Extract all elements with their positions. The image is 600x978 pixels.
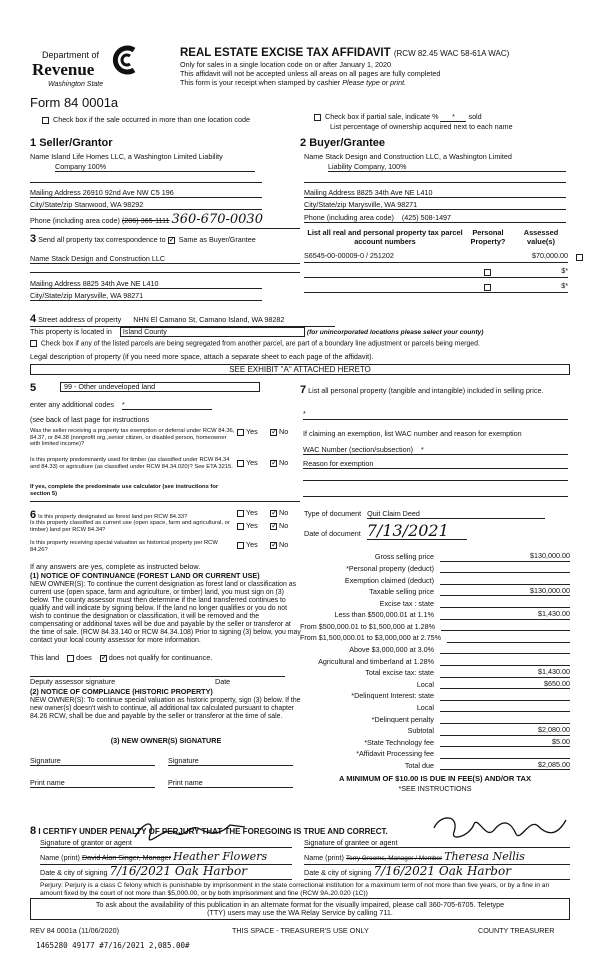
- seller-city-label: City/State/zip: [30, 200, 73, 209]
- same-as-buyer-checkbox[interactable]: [168, 237, 175, 244]
- receipt-stamp: 1465280 49177 #7/16/2021 2,085.00#: [36, 941, 190, 950]
- buyer-name[interactable]: Stack Design and Construction LLC, a Washington Limited: [325, 152, 512, 161]
- calc-row-value[interactable]: $650.00: [440, 680, 570, 689]
- buyer-addr-label: Mailing Address: [304, 188, 355, 197]
- calc-row: [300, 550, 570, 562]
- parcel-row-3[interactable]: [304, 282, 568, 293]
- does-not-label: does not qualify for continuance.: [108, 653, 213, 662]
- personal-property-heading: Personal Property?: [470, 228, 506, 246]
- parcel-heading: List all real and personal property tax parcel account numbers: [307, 228, 463, 246]
- personal-property-input[interactable]: *: [303, 410, 568, 420]
- grantor-name-field[interactable]: [40, 851, 292, 865]
- seller-phone-struck: (206) 365-1111: [121, 216, 170, 225]
- calc-row-label: *Delinquent penalty: [371, 714, 434, 724]
- deputy-label: Deputy assessor signature: [30, 677, 116, 686]
- notice-2-body: NEW OWNER(S): To continue special valuation as historic property, sign (3) below. If the new owner(s) doesn't wish to continue, all additional tax calculated pursuant to chapter 84.26 RCW, shall be due and payable by the seller or transferor at the time of sale.: [30, 697, 301, 720]
- land-use-code-select[interactable]: 99 - Other undeveloped land: [60, 382, 260, 392]
- section-3-city[interactable]: Marysville, WA 98271: [74, 291, 144, 300]
- form-number: Form 84 0001a: [30, 95, 119, 110]
- calc-row-value[interactable]: $1,430.00: [440, 668, 570, 677]
- title-sub: (RCW 82.45 WAC 58-61A WAC): [393, 49, 510, 58]
- forest-no-label: No: [279, 508, 289, 517]
- does-checkbox[interactable]: [67, 655, 74, 662]
- continuance-row: [30, 654, 212, 662]
- section-3-row: [30, 233, 256, 246]
- grantee-name-struck: Terry Grooms, Manager / Member: [345, 855, 443, 862]
- calc-row-label: Taxable selling price: [369, 587, 434, 597]
- current-use-no[interactable]: [270, 522, 288, 530]
- calc-row-value[interactable]: $2,080.00: [440, 726, 570, 735]
- calc-row-value[interactable]: [440, 711, 570, 712]
- historic-yes-label: Yes: [246, 540, 258, 549]
- accessibility-line-1: To ask about the availability of this publication in an alternate format for the visually impaired, please call 360-705-6705. Teletype: [95, 900, 505, 909]
- does-label: does: [76, 653, 92, 662]
- multi-location-checkbox-row[interactable]: [42, 116, 250, 124]
- current-use-yes[interactable]: [237, 522, 258, 530]
- title-main: REAL ESTATE EXCISE TAX AFFIDAVIT: [180, 47, 391, 59]
- calc-row-label: *Delinquent Interest: state: [351, 691, 434, 701]
- new-owner-print-2[interactable]: [168, 779, 293, 788]
- calc-row-label: Subtotal: [407, 726, 434, 736]
- calc-row: [300, 620, 570, 632]
- seller-city-field[interactable]: [30, 201, 262, 210]
- county-note: (for unincorporated locations please select your county): [306, 329, 484, 336]
- dor-logo: [30, 46, 170, 96]
- segregated-checkbox[interactable]: [30, 340, 37, 347]
- calc-row-label: Local: [416, 679, 434, 689]
- personal-property-checkbox-1[interactable]: [576, 254, 583, 261]
- header-note-2: This affidavit will not be accepted unless all areas on all pages are fully completed: [180, 69, 441, 78]
- assessed-value-2[interactable]: $*: [561, 266, 568, 275]
- section-3-blank-line: [30, 272, 300, 273]
- section-6-number: 6: [30, 509, 37, 521]
- calc-row: [300, 747, 570, 759]
- does-not-checkbox[interactable]: [100, 655, 107, 662]
- current-use-yes-label: Yes: [246, 521, 258, 530]
- new-owner-print-2-label: Print name: [168, 778, 203, 787]
- forest-no-checkbox[interactable]: [270, 510, 277, 517]
- if-yes-note: If any answers are yes, complete as instructed below.: [30, 562, 201, 571]
- wac-value[interactable]: *: [420, 445, 424, 454]
- grantee-name-field[interactable]: [304, 851, 570, 865]
- section-1-heading: 1 Seller/Grantor: [30, 137, 113, 149]
- reason-field[interactable]: [303, 460, 568, 469]
- doc-date-row: [304, 523, 467, 540]
- calc-row-label: Gross selling price: [374, 552, 434, 562]
- calc-rows: [300, 550, 570, 770]
- calc-row: [300, 562, 570, 574]
- additional-codes-row: [30, 401, 212, 410]
- calc-row: [300, 678, 570, 690]
- calc-row: [300, 701, 570, 713]
- partial-sale-checkbox[interactable]: [314, 114, 321, 121]
- section-3-city-label: City/State/zip: [30, 291, 73, 300]
- calc-row-value[interactable]: $130,000.00: [440, 552, 570, 561]
- section-3-addr[interactable]: 8825 34th Ave NE L410: [82, 279, 159, 288]
- wa-state: Washington State: [48, 81, 104, 88]
- calc-row-label: Agricultural and timberland at 1.28%: [318, 656, 434, 666]
- timber-yes-checkbox[interactable]: [237, 460, 244, 467]
- partial-sale-row[interactable]: [314, 113, 482, 122]
- forest-yes-label: Yes: [246, 508, 258, 517]
- buyer-heading: Buyer/Grantee: [309, 137, 385, 149]
- personal-property-checkbox-3[interactable]: [484, 284, 491, 291]
- calc-row: [300, 643, 570, 655]
- grantee-signature-label: Signature of grantee or agent: [304, 838, 398, 847]
- calc-row-value[interactable]: [440, 700, 570, 701]
- grantor-signature-label: Signature of grantor or agent: [40, 838, 132, 847]
- current-use-no-label: No: [279, 521, 289, 530]
- grantee-date-label: Date & city of signing: [304, 868, 372, 877]
- header-note-3-italic: Please type or print.: [342, 78, 407, 87]
- calc-row-label: Exemption claimed (deduct): [344, 575, 434, 585]
- see-instructions: *SEE INSTRUCTIONS: [398, 784, 472, 793]
- buyer-addr[interactable]: 8825 34th Ave NE L410: [356, 188, 433, 197]
- timber-no-checkbox[interactable]: [270, 460, 277, 467]
- buyer-city-label: City/State/zip: [304, 200, 347, 209]
- calc-row-value[interactable]: [440, 665, 570, 666]
- multi-location-label: Check box if the sale occurred in more than one location code: [53, 115, 250, 124]
- calc-row: [300, 654, 570, 666]
- new-owner-print-1[interactable]: [30, 779, 155, 788]
- section-3-number: 3: [30, 233, 37, 245]
- county-select[interactable]: Island County: [120, 327, 305, 337]
- calc-row-value[interactable]: [441, 630, 570, 631]
- grantor-date[interactable]: 7/16/2021 Oak Harbor: [109, 864, 247, 878]
- grantor-name[interactable]: Heather Flowers: [173, 850, 268, 863]
- historic-yes[interactable]: [237, 541, 258, 549]
- see-back-note: (see back of last page for instructions: [30, 415, 150, 424]
- calc-row-label: From $500,000.01 to $1,500,000 at 1.28%: [300, 621, 436, 631]
- calc-row-label: Total due: [404, 761, 434, 770]
- parcel-row-1[interactable]: [304, 252, 568, 263]
- perjury-notice: Perjury: Perjury is a class C felony which is punishable by imprisonment in the state correctional institution for a maximum term of not more than five years, or by a fine in an amount fixed by the court of not more than $5,000.00, or by both imprisonment and fine (RCW 9A.20.020 (1C)): [40, 882, 550, 897]
- grantor-signature-field[interactable]: [40, 839, 292, 848]
- form-title: [180, 47, 509, 60]
- forest-question: Is this property designated as forest land per RCW 84.33?: [38, 514, 188, 520]
- seller-blank-line: [30, 182, 262, 183]
- exemption-no-checkbox[interactable]: [270, 429, 277, 436]
- forest-no[interactable]: [270, 509, 288, 517]
- calc-row-value[interactable]: [440, 758, 570, 759]
- timber-no[interactable]: [270, 459, 288, 467]
- calc-row-label: Total excise tax: state: [365, 668, 434, 678]
- historic-yes-checkbox[interactable]: [237, 542, 244, 549]
- seller-addr-label: Mailing Address: [30, 188, 81, 197]
- assessed-heading: Assessed value(s): [523, 228, 559, 246]
- section-5-number: 5: [30, 382, 37, 394]
- notice-3-title: (3) NEW OWNER(S) SIGNATURE: [110, 736, 222, 745]
- buyer-name-line2[interactable]: Liability Company, 100%: [328, 163, 566, 172]
- calc-row: [300, 666, 570, 678]
- grantee-name-label: Name (print): [304, 853, 344, 862]
- buyer-blank-line: [304, 182, 566, 183]
- minimum-notice: A MINIMUM OF $10.00 IS DUE IN FEE(S) AND/OR TAX: [338, 774, 532, 783]
- seller-addr[interactable]: 26910 92nd Ave NW C5 196: [82, 188, 174, 197]
- new-owner-signature-2[interactable]: [168, 757, 293, 766]
- seller-phone-label: Phone (including area code): [30, 216, 120, 225]
- timber-question: Is this property predominantly used for timber (as classified under RCW 84.34 and 84.33) or agriculture (as classified under RCW 84.34.020)? See ETA 3215.: [30, 457, 233, 470]
- reason-line-3[interactable]: [303, 496, 568, 497]
- grantee-date[interactable]: 7/16/2021 Oak Harbor: [373, 864, 511, 878]
- forest-yes-checkbox[interactable]: [237, 510, 244, 517]
- historic-question: Is this property receiving special valuation as historical property per RCW 84.26?: [30, 540, 218, 553]
- section-3-name[interactable]: Stack Design and Construction LLC: [51, 254, 166, 263]
- calc-row: [300, 596, 570, 608]
- partial-percent[interactable]: *: [440, 113, 466, 122]
- additional-codes-input[interactable]: *: [122, 401, 212, 410]
- forest-yes[interactable]: [237, 509, 258, 517]
- calc-row: [300, 608, 570, 620]
- header-note-1: Only for sales in a single location code on or after January 1, 2020: [180, 60, 391, 69]
- assessed-value-1[interactable]: $70,000.00: [532, 251, 568, 260]
- section-8-number: 8: [30, 825, 37, 837]
- partial-sale-label: Check box if partial sale, indicate %: [325, 112, 439, 121]
- treasurer-space: THIS SPACE - TREASURER'S USE ONLY: [232, 926, 369, 935]
- new-owner-signature-2-label: Signature: [168, 756, 199, 765]
- new-owner-signature-1[interactable]: [30, 757, 155, 766]
- located-row: [30, 327, 484, 337]
- street-address[interactable]: NHN El Camano St, Camano Island, WA 98282: [133, 315, 285, 324]
- section-3-address-field[interactable]: [30, 280, 262, 289]
- calc-row: [300, 712, 570, 724]
- same-as-buyer-label: Same as Buyer/Grantee: [178, 235, 256, 244]
- historic-no[interactable]: [270, 541, 288, 549]
- section-7-number: 7: [300, 384, 307, 396]
- legal-description[interactable]: SEE EXHIBIT "A" ATTACHED HERETO: [30, 364, 570, 375]
- section-2-heading: 2 Buyer/Grantee: [300, 137, 385, 149]
- revenue-wordmark: Revenue: [32, 60, 95, 79]
- timber-note: If yes, complete the predominate use calculator (see instructions for section 5): [30, 484, 219, 497]
- notice-2-title: (2) NOTICE OF COMPLIANCE (HISTORIC PROPERTY): [30, 687, 213, 696]
- buyer-city[interactable]: Marysville, WA 98271: [348, 200, 418, 209]
- exemption-yes-checkbox[interactable]: [237, 429, 244, 436]
- accessibility-line-2: (TTY) users may use the WA Relay Service by calling 711.: [207, 908, 393, 918]
- certify-text: I CERTIFY UNDER PENALTY OF PERJURY THAT THE FOREGOING IS TRUE AND CORRECT.: [38, 827, 388, 836]
- calc-row-value[interactable]: $1,430.00: [440, 610, 570, 619]
- calc-row-value[interactable]: $130,000.00: [440, 587, 570, 596]
- seller-name-field[interactable]: [30, 153, 262, 161]
- seller-address-field[interactable]: [30, 189, 262, 198]
- timber-no-label: No: [279, 458, 289, 467]
- historic-no-label: No: [279, 540, 289, 549]
- street-address-field[interactable]: [30, 313, 335, 327]
- seller-phone[interactable]: 360-670-0030: [171, 212, 263, 227]
- buyer-phone-label: Phone (including area code): [304, 213, 394, 222]
- segregated-row[interactable]: [30, 340, 570, 348]
- seller-name-line2[interactable]: Company 100%: [55, 163, 255, 172]
- legal-label: Legal description of property (if you need more space, attach a separate sheet to each page of the affidavit).: [30, 352, 374, 361]
- grantor-name-label: Name (print): [40, 853, 80, 862]
- deputy-date-label: Date: [215, 677, 231, 686]
- section-5-divider: [30, 501, 300, 502]
- current-use-question: Is this property classified as current use (open space, farm and agricultural, or timber) land per RCW 84.34?: [30, 520, 230, 533]
- grantor-date-label: Date & city of signing: [40, 868, 108, 877]
- located-label: This property is located in: [30, 327, 112, 336]
- current-use-yes-checkbox[interactable]: [237, 523, 244, 530]
- exemption-wac-label: If claiming an exemption, list WAC number and reason for exemption: [303, 429, 522, 438]
- section-7-label: [300, 384, 568, 397]
- exemption-yes-label: Yes: [246, 427, 258, 436]
- historic-no-checkbox[interactable]: [270, 542, 277, 549]
- doc-type-row: [304, 510, 545, 519]
- additional-codes-label: enter any additional codes: [30, 400, 114, 409]
- timber-yes-label: Yes: [246, 458, 258, 467]
- buyer-address-field[interactable]: [304, 189, 566, 198]
- wac-label: WAC Number (section/subsection): [303, 445, 413, 454]
- calc-row: [300, 689, 570, 701]
- calc-row: [300, 631, 570, 643]
- section-4-number: 4: [30, 313, 37, 325]
- calc-row: [300, 573, 570, 585]
- calc-row-label: Less than $500,000.01 at 1.1%: [334, 610, 434, 620]
- buyer-name-field[interactable]: [304, 153, 566, 161]
- rev-number: REV 84 0001a (11/06/2020): [30, 926, 119, 935]
- section-3-label: Send all property tax correspondence to: [38, 235, 166, 244]
- calc-row-value[interactable]: $5.00: [440, 738, 570, 747]
- grantee-name[interactable]: Theresa Nellis: [444, 850, 525, 863]
- section-3-city-field[interactable]: [30, 292, 262, 301]
- grantor-date-field[interactable]: [40, 865, 292, 880]
- this-land-label: This land: [30, 653, 60, 662]
- notice-1-title: (1) NOTICE OF CONTINUANCE (FOREST LAND OR CURRENT USE): [30, 571, 260, 580]
- section-3-name-label: Name: [30, 254, 50, 263]
- exemption-no-label: No: [279, 427, 289, 436]
- reason-line-2[interactable]: [303, 480, 568, 481]
- timber-yes[interactable]: [237, 459, 258, 467]
- deputy-signature-line[interactable]: [30, 668, 285, 677]
- parcel-number[interactable]: S6545-00-00009-0 / 251202: [304, 251, 394, 260]
- calc-row: [300, 759, 570, 771]
- partial-note: List percentage of ownership acquired next to each name: [330, 122, 513, 131]
- calc-row-value[interactable]: [440, 572, 570, 573]
- calc-row-label: Above $3,000,000 at 3.0%: [349, 645, 434, 655]
- calc-row-label: *Affidavit Processing fee: [356, 749, 434, 759]
- exemption-no[interactable]: [270, 428, 288, 436]
- section-3-name-field[interactable]: [30, 255, 300, 264]
- reason-label: Reason for exemption: [303, 459, 374, 468]
- exemption-question: Was the seller receiving a property tax exemption or deferral under RCW 84.36, 84.37, or 84.38 (nonprofit org.,senior citizen, or disabled person, homeowner with limited income)?: [30, 428, 235, 448]
- exemption-yes[interactable]: [237, 428, 258, 436]
- buyer-name-label: Name: [304, 152, 324, 161]
- doc-type[interactable]: Quit Claim Deed: [367, 510, 545, 519]
- personal-property-checkbox-2[interactable]: [484, 269, 491, 276]
- seller-phone-field[interactable]: [30, 213, 300, 229]
- accessibility-box: [30, 898, 570, 920]
- section-3-addr-label: Mailing Address: [30, 279, 81, 288]
- calc-row-label: Local: [416, 703, 434, 713]
- buyer-city-field[interactable]: [304, 201, 566, 210]
- buyer-phone-field[interactable]: [304, 214, 566, 223]
- doc-date[interactable]: 7/13/2021: [367, 523, 467, 540]
- new-owner-signature-1-label: Signature: [30, 756, 61, 765]
- calc-row-value[interactable]: [440, 584, 570, 585]
- segregated-label: Check box if any of the listed parcels are being segregated from another parcel, are part of a boundary line adjustment or parcels being merged.: [40, 340, 480, 348]
- seller-city[interactable]: Stanwood, WA 98292: [74, 200, 144, 209]
- section-7-text: List all personal property (tangible and intangible) included in selling price.: [308, 386, 544, 395]
- calc-row-value[interactable]: [440, 653, 570, 654]
- header-note-3-text: This form is your receipt when stamped by cashier: [180, 78, 341, 87]
- grantee-signature-field[interactable]: [304, 839, 570, 848]
- revenue-logo-icon: [110, 44, 140, 76]
- seller-name[interactable]: Island Life Homes LLC, a Washington Limited Liability: [51, 152, 223, 161]
- grantee-date-field[interactable]: [304, 865, 570, 880]
- grantor-name-struck: David Alan Singer, Manager: [81, 853, 172, 862]
- calc-row-label: *Personal property (deduct): [346, 563, 434, 573]
- calc-table: [300, 550, 570, 770]
- multi-location-checkbox[interactable]: [42, 117, 49, 124]
- notice-1-body: NEW OWNER(S): To continue the current designation as forest land or classification as current use (open space, farm and agriculture, or timber) land, you must sign on (3) below. The county assessor must then determine if the land transferred continues to qualify and will indicate by signing below. If the land no longer qualifies or you do not wish to continue the designation or classification, it will be removed and the compensating or additional taxes will be due and payable by the seller or transferor at the time of sale. (RCW 84.33.140 or RCW 84.34.108) Prior to signing (3) below, you may contact your local county assessor for more information.: [30, 581, 301, 644]
- calc-row-value[interactable]: [440, 723, 570, 724]
- buyer-phone[interactable]: (425) 508-1497: [401, 213, 452, 222]
- dept-of: Department of: [42, 50, 100, 60]
- calc-row-value[interactable]: $2,085.00: [440, 761, 570, 770]
- parcel-row-2[interactable]: [304, 267, 568, 278]
- new-owner-print-1-label: Print name: [30, 778, 65, 787]
- current-use-no-checkbox[interactable]: [270, 523, 277, 530]
- calc-row: [300, 736, 570, 748]
- partial-sold: sold: [468, 112, 482, 121]
- seller-name-label: Name: [30, 152, 50, 161]
- doc-type-label: Type of document: [304, 509, 362, 518]
- assessed-value-3[interactable]: $*: [561, 281, 568, 290]
- calc-row: [300, 585, 570, 597]
- calc-row-label: From $1,500,000.01 to $3,000,000 at 2.75%: [300, 633, 442, 643]
- calc-row-label: *State Technology fee: [364, 737, 434, 747]
- header-note-3: [180, 79, 406, 87]
- calc-row-value[interactable]: [447, 642, 570, 643]
- doc-date-label: Date of document: [304, 529, 361, 538]
- wac-number-field[interactable]: [303, 446, 568, 455]
- county-treasurer: COUNTY TREASURER: [478, 926, 555, 935]
- calc-row-value[interactable]: [440, 607, 570, 608]
- street-label: Street address of property: [38, 315, 122, 324]
- calc-row-label: Excise tax : state: [379, 598, 434, 608]
- calc-row: [300, 724, 570, 736]
- seller-heading: Seller/Grantor: [39, 137, 113, 149]
